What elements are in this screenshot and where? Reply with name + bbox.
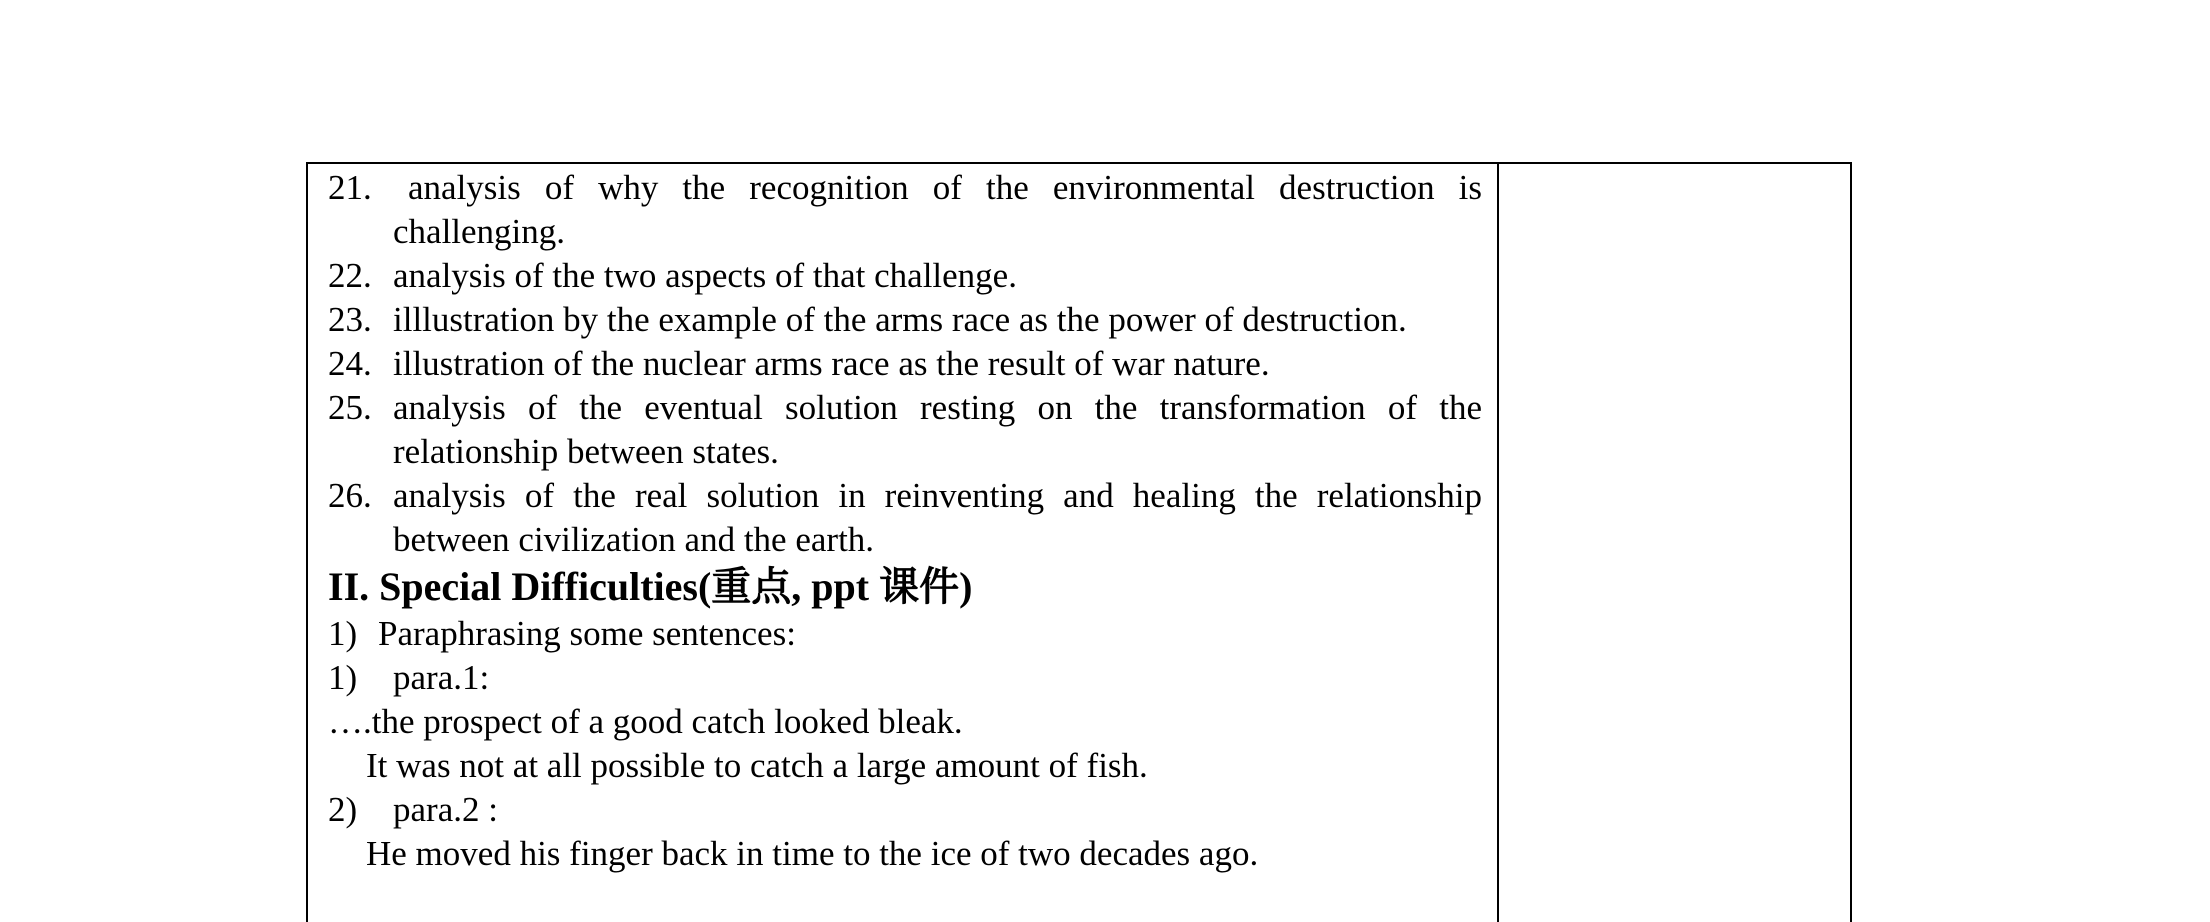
content-cell — [308, 164, 1499, 922]
notes-cell — [1499, 164, 1850, 922]
item-number: 26. — [328, 476, 372, 515]
list-item-24 — [328, 342, 1482, 386]
item-number: 21. — [328, 168, 372, 207]
content-body — [328, 166, 1482, 876]
sub-number: 2) — [328, 790, 358, 829]
list-item-22 — [328, 254, 1482, 298]
section-heading: II. Special Difficulties(重点, ppt 课件) — [328, 564, 973, 609]
item-text: analysis of the real solution in reinventing and healing the relationship between civilization and the earth. — [393, 476, 1482, 559]
item-number: 25. — [328, 388, 372, 427]
lesson-plan-table — [306, 162, 1852, 922]
item-text: illustration of the nuclear arms race as the result of war nature. — [393, 344, 1270, 383]
sub-label: Paraphrasing some sentences: — [378, 614, 796, 653]
list-item-23 — [328, 298, 1482, 342]
item-text: analysis of the two aspects of that challenge. — [393, 256, 1017, 295]
list-item-21 — [328, 166, 1482, 254]
paraphrase-intro — [328, 612, 1482, 656]
para2-heading — [328, 788, 1482, 832]
sub-number: 1) — [328, 658, 358, 697]
item-number: 22. — [328, 256, 372, 295]
sub-label: para.2 : — [393, 790, 498, 829]
item-text: illlustration by the example of the arms race as the power of destruction. — [393, 300, 1407, 339]
item-number: 23. — [328, 300, 372, 339]
sub-label: para.1: — [393, 658, 490, 697]
item-number: 24. — [328, 344, 372, 383]
para2-quote: He moved his finger back in time to the ice of two decades ago. — [366, 834, 1259, 873]
sub-number: 1) — [328, 614, 358, 653]
item-text: analysis of why the recognition of the environmental destruction is challenging. — [393, 168, 1482, 251]
list-item-26 — [328, 474, 1482, 562]
item-text: analysis of the eventual solution resting on the transformation of the relationship between states. — [393, 388, 1482, 471]
para1-heading — [328, 656, 1482, 700]
list-item-25 — [328, 386, 1482, 474]
para1-quote: ….the prospect of a good catch looked bleak. — [328, 702, 963, 741]
para1-paraphrase: It was not at all possible to catch a large amount of fish. — [366, 746, 1148, 785]
